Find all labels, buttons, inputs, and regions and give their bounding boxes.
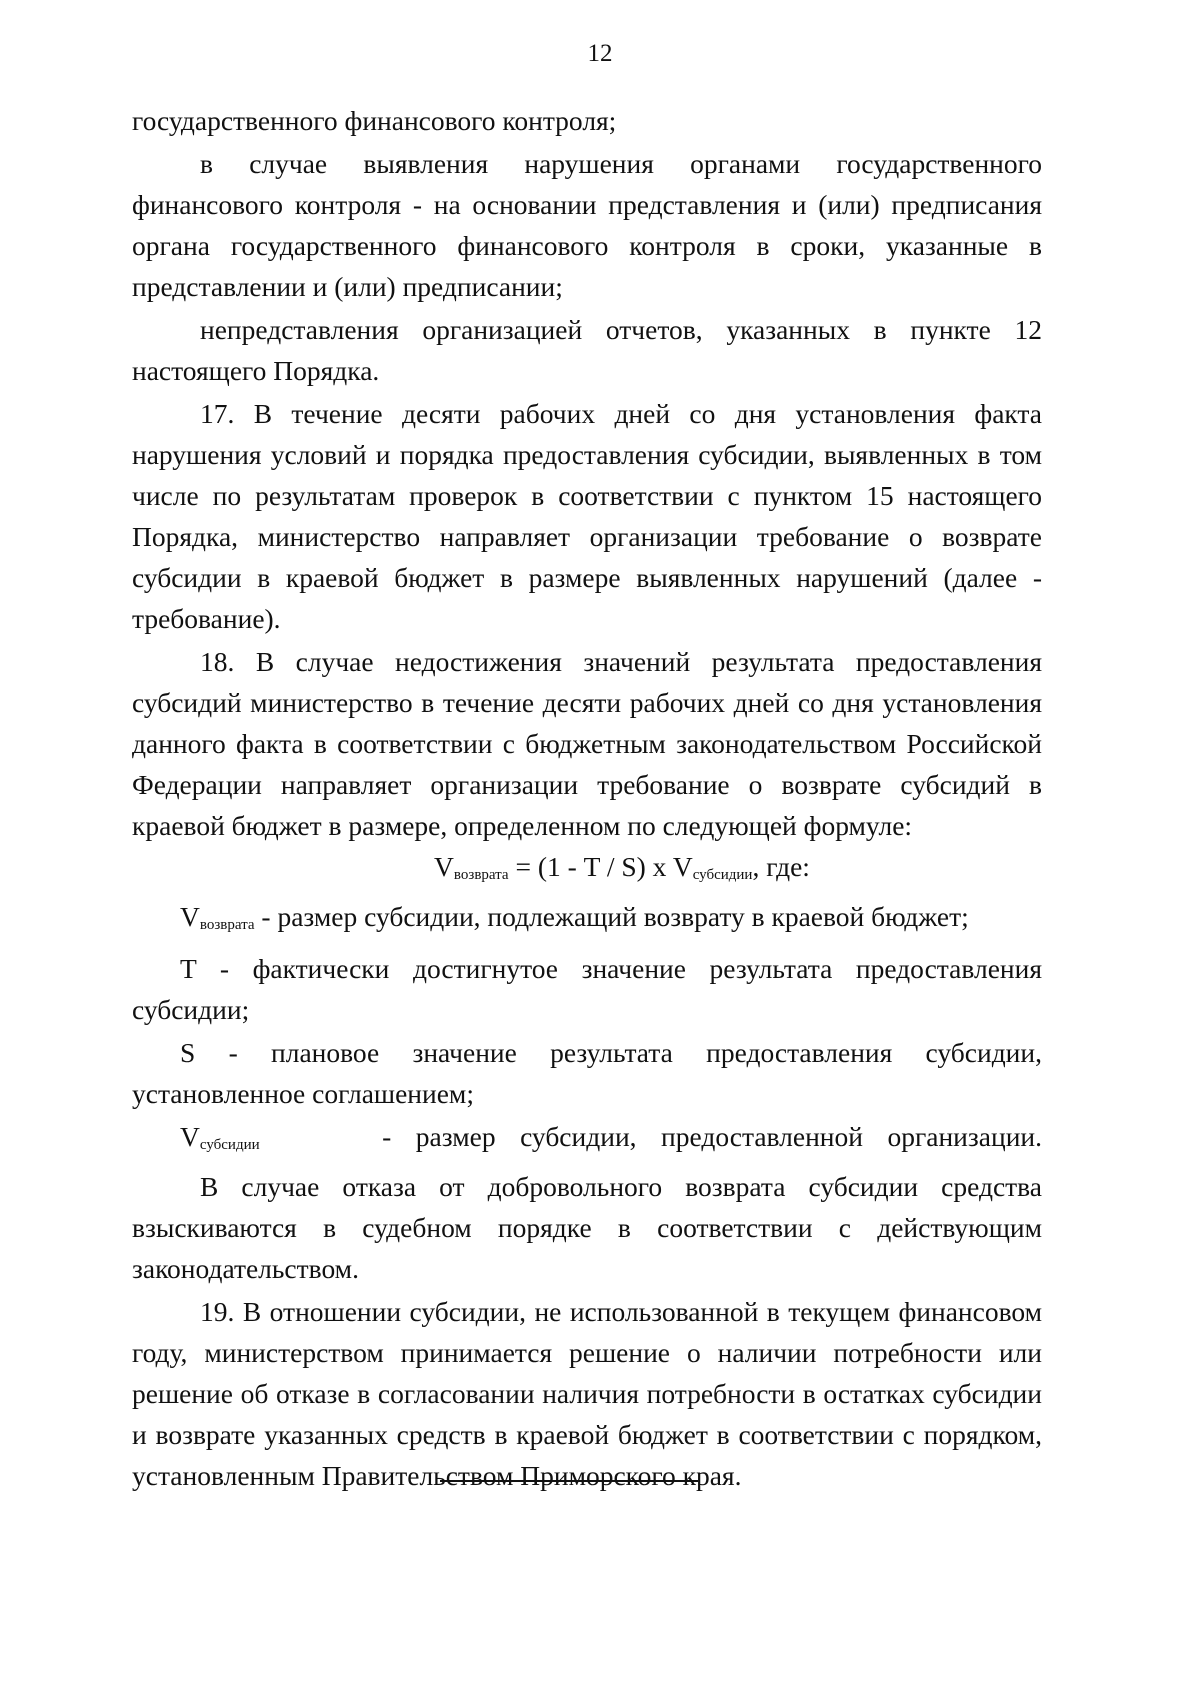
definition-t: T - фактически достигнутое значение результата предоставления субсидии; bbox=[132, 953, 1042, 1025]
paragraph-17: 17. В течение десяти рабочих дней со дня установления факта нарушения условий и порядка предоставления субсидии, выявленных в том числе по результатам проверок в соответствии с пунктом 15 настоящего Порядка, министерство направляет организации требование о возврате субсидии в краевой бюджет в размере выявленных нарушений (далее - требование). bbox=[132, 398, 1042, 634]
def-v-sub-subsidy: субсидии bbox=[199, 1137, 260, 1153]
paragraph-violation-control: в случае выявления нарушения органами государственного финансового контроля - на основании представления и (или) предписания органа государственного финансового контроля в сроки, указанные в представлении и (или) предписании; bbox=[132, 148, 1042, 302]
paragraph-control-end: государственного финансового контроля; bbox=[132, 105, 617, 136]
document-body bbox=[132, 100, 1042, 1496]
def-v-subsidy-text: - размер субсидии, предоставленной организации. bbox=[382, 1121, 1042, 1152]
definition-v-return bbox=[132, 896, 1042, 946]
formula-body: = (1 - T / S) x bbox=[508, 851, 673, 882]
page-number: 12 bbox=[587, 40, 613, 67]
formula-tail: , где: bbox=[752, 851, 810, 882]
def-v-return-text: - размер субсидии, подлежащий возврату в краевой бюджет; bbox=[261, 901, 969, 932]
formula-sub-subsidy: субсидии bbox=[692, 867, 753, 883]
paragraph-18: 18. В случае недостижения значений результата предоставления субсидий министерство в течение десяти рабочих дней со дня установления данного факта в соответствии с бюджетным законодательством Российской Федерации направляет организации требование о возврате субсидий в краевой бюджет в размере, определенном по следующей формуле: bbox=[132, 646, 1042, 841]
definition-s: S - плановое значение результата предоставления субсидии, установленное соглашением; bbox=[132, 1037, 1042, 1109]
definition-v-subsidy bbox=[132, 1116, 1042, 1166]
def-v-symbol: V bbox=[180, 901, 200, 932]
paragraph-refusal: В случае отказа от добровольного возврата субсидии средства взыскиваются в судебном порядке в соответствии с действующим законодательством. bbox=[132, 1171, 1042, 1284]
def-v2-symbol: V bbox=[180, 1121, 200, 1152]
formula-v: V bbox=[434, 851, 454, 882]
formula-sub-return: возврата bbox=[453, 867, 509, 883]
paragraph-non-reporting: непредставления организацией отчетов, указанных в пункте 12 настоящего Порядка. bbox=[132, 314, 1042, 386]
closing-rule bbox=[440, 1480, 698, 1482]
def-v-sub-return: возврата bbox=[199, 917, 255, 933]
paragraph-19: 19. В отношении субсидии, не использованной в текущем финансовом году, министерством принимается решение о наличии потребности или решение об отказе в согласовании наличия потребности в остатках субсидии и возврате указанных средств в краевой бюджет в соответствии с порядком, установленным Правительством Приморского края. bbox=[132, 1296, 1042, 1491]
formula-v2: V bbox=[672, 851, 693, 882]
return-formula bbox=[132, 846, 1042, 896]
